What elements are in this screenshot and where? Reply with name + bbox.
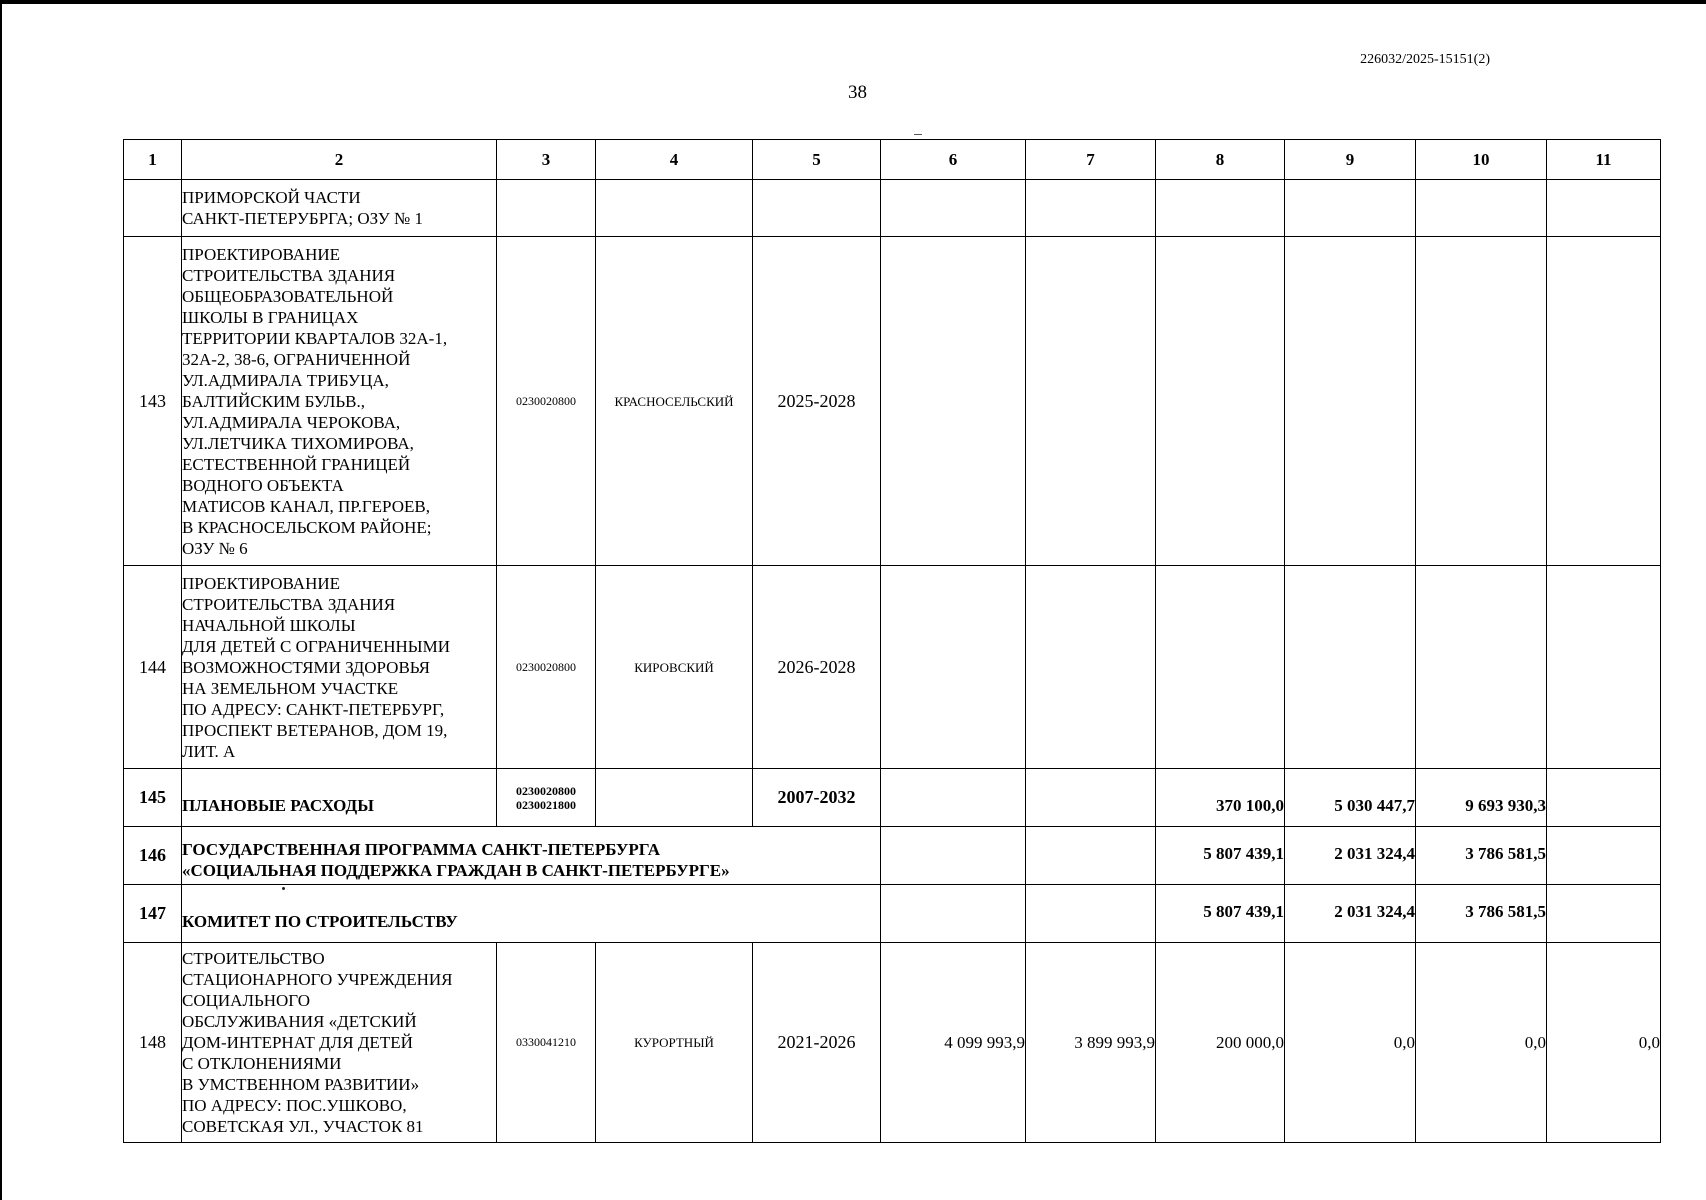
amount-col11 xyxy=(1547,769,1661,827)
row-name-line: В УМСТВЕННОМ РАЗВИТИИ» xyxy=(182,1075,420,1094)
row-name-line: СТРОИТЕЛЬСТВА ЗДАНИЯ xyxy=(182,594,396,614)
row-name-line: ПРОЕКТИРОВАНИЕ xyxy=(182,244,341,264)
row-name-line: «СОЦИАЛЬНАЯ ПОДДЕРЖКА ГРАЖДАН В САНКТ-ПЕТЕРБУРГЕ» xyxy=(182,860,730,880)
row-name-line: ГОСУДАРСТВЕННАЯ ПРОГРАММА САНКТ-ПЕТЕРБУРГА xyxy=(182,839,661,859)
scan-frame-left xyxy=(0,0,2,1200)
column-header: 8 xyxy=(1156,140,1285,180)
amount-col6 xyxy=(881,237,1026,566)
amount-col6 xyxy=(881,180,1026,237)
row-name xyxy=(182,237,497,566)
column-header: 10 xyxy=(1416,140,1547,180)
budget-code-line: 0230020800 xyxy=(516,783,576,798)
page-number: 38 xyxy=(848,82,867,103)
amount-col10: 0,0 xyxy=(1416,943,1547,1143)
row-name-line: ПЛАНОВЫЕ РАСХОДЫ xyxy=(182,796,374,815)
period: 2026-2028 xyxy=(753,566,881,769)
table-row xyxy=(124,827,1661,885)
district xyxy=(596,769,753,827)
amount-col6 xyxy=(881,566,1026,769)
amount-col10 xyxy=(1416,180,1547,237)
row-name-line: УЛ.АДМИРАЛА ЧЕРОКОВА, xyxy=(182,412,401,432)
amount-col9 xyxy=(1285,237,1416,566)
scan-frame-top xyxy=(0,0,1706,4)
amount-col9 xyxy=(1285,180,1416,237)
period: 2007-2032 xyxy=(753,769,881,827)
district xyxy=(596,180,753,237)
row-name-line: СОВЕТСКАЯ УЛ., УЧАСТОК 81 xyxy=(182,1117,424,1136)
row-name-line: КОМИТЕТ ПО СТРОИТЕЛЬСТВУ xyxy=(182,912,458,931)
amount-col6 xyxy=(881,885,1026,943)
row-name-line: ВОДНОГО ОБЪЕКТА xyxy=(182,475,344,495)
amount-col8: 370 100,0 xyxy=(1156,769,1285,827)
amount-col9: 2 031 324,4 xyxy=(1285,885,1416,943)
amount-col8: 200 000,0 xyxy=(1156,943,1285,1143)
column-header: 2 xyxy=(182,140,497,180)
amount-col11 xyxy=(1547,180,1661,237)
row-name xyxy=(182,566,497,769)
table-row xyxy=(124,943,1661,1143)
row-name-line: ДЛЯ ДЕТЕЙ С ОГРАНИЧЕННЫМИ xyxy=(182,636,450,656)
row-name xyxy=(182,769,497,827)
row-name-line: УЛ.ЛЕТЧИКА ТИХОМИРОВА, xyxy=(182,433,414,453)
column-header: 4 xyxy=(596,140,753,180)
district: КУРОРТНЫЙ xyxy=(596,943,753,1143)
period: 2021-2026 xyxy=(753,943,881,1143)
amount-col10: 3 786 581,5 xyxy=(1416,827,1547,885)
column-header: 5 xyxy=(753,140,881,180)
table-row xyxy=(124,180,1661,237)
budget-code: 0230020800 xyxy=(497,566,596,769)
amount-col7 xyxy=(1026,827,1156,885)
district: КИРОВСКИЙ xyxy=(596,566,753,769)
budget-code: 0230020800 xyxy=(497,237,596,566)
budget-code: 0330041210 xyxy=(497,943,596,1143)
amount-col10 xyxy=(1416,566,1547,769)
amount-col9: 2 031 324,4 xyxy=(1285,827,1416,885)
row-name xyxy=(182,180,497,237)
amount-col11 xyxy=(1547,566,1661,769)
row-name-line: СОЦИАЛЬНОГО xyxy=(182,991,310,1010)
amount-col7: 3 899 993,9 xyxy=(1026,943,1156,1143)
row-number: 148 xyxy=(124,943,182,1143)
column-header: 11 xyxy=(1547,140,1661,180)
table-row xyxy=(124,885,1661,943)
row-name-line: НАЧАЛЬНОЙ ШКОЛЫ xyxy=(182,615,356,635)
amount-col10 xyxy=(1416,237,1547,566)
table-row xyxy=(124,237,1661,566)
row-name-line: ОБСЛУЖИВАНИЯ «ДЕТСКИЙ xyxy=(182,1012,417,1031)
amount-col7 xyxy=(1026,566,1156,769)
budget-code xyxy=(497,180,596,237)
column-header: 9 xyxy=(1285,140,1416,180)
budget-code xyxy=(497,769,596,827)
row-name-line: ТЕРРИТОРИИ КВАРТАЛОВ 32А-1, xyxy=(182,328,448,348)
row-name-line: УЛ.АДМИРАЛА ТРИБУЦА, xyxy=(182,370,389,390)
row-name xyxy=(182,827,881,885)
amount-col6: 4 099 993,9 xyxy=(881,943,1026,1143)
district: КРАСНОСЕЛЬСКИЙ xyxy=(596,237,753,566)
row-number: 147 xyxy=(124,885,182,943)
amount-col8 xyxy=(1156,566,1285,769)
amount-col11 xyxy=(1547,885,1661,943)
amount-col10: 9 693 930,3 xyxy=(1416,769,1547,827)
amount-col11 xyxy=(1547,827,1661,885)
row-number: 145 xyxy=(124,769,182,827)
amount-col11: 0,0 xyxy=(1547,943,1661,1143)
period: 2025-2028 xyxy=(753,237,881,566)
row-name-line: БАЛТИЙСКИМ БУЛЬВ., xyxy=(182,391,366,411)
table-row xyxy=(124,566,1661,769)
amount-col7 xyxy=(1026,180,1156,237)
row-name-line: СТРОИТЕЛЬСТВА ЗДАНИЯ xyxy=(182,265,396,285)
period xyxy=(753,180,881,237)
row-name-line: ЕСТЕСТВЕННОЙ ГРАНИЦЕЙ xyxy=(182,454,411,474)
scan-artifact-mark xyxy=(914,134,922,135)
row-name-line: В КРАСНОСЕЛЬСКОМ РАЙОНЕ; xyxy=(182,517,432,537)
row-number: 143 xyxy=(124,237,182,566)
amount-col9 xyxy=(1285,566,1416,769)
row-name-line: 32А-2, 38-6, ОГРАНИЧЕННОЙ xyxy=(182,349,411,369)
column-header: 7 xyxy=(1026,140,1156,180)
amount-col11 xyxy=(1547,237,1661,566)
amount-col8: 5 807 439,1 xyxy=(1156,885,1285,943)
amount-col7 xyxy=(1026,769,1156,827)
amount-col6 xyxy=(881,769,1026,827)
row-number: 144 xyxy=(124,566,182,769)
row-name-line: ВОЗМОЖНОСТЯМИ ЗДОРОВЬЯ xyxy=(182,657,430,677)
row-name-line: НА ЗЕМЕЛЬНОМ УЧАСТКЕ xyxy=(182,678,399,698)
row-name-line: ОБЩЕОБРАЗОВАТЕЛЬНОЙ xyxy=(182,286,394,306)
document-number: 226032/2025-15151(2) xyxy=(1360,52,1490,67)
row-name-line: ПРИМОРСКОЙ ЧАСТИ xyxy=(182,188,361,207)
row-name-line: СТРОИТЕЛЬСТВО xyxy=(182,949,325,968)
row-name-line: ПРОСПЕКТ ВЕТЕРАНОВ, ДОМ 19, xyxy=(182,720,448,740)
amount-col6 xyxy=(881,827,1026,885)
row-name-line: ЛИТ. А xyxy=(182,741,236,761)
amount-col9: 0,0 xyxy=(1285,943,1416,1143)
row-name-line: СТАЦИОНАРНОГО УЧРЕЖДЕНИЯ xyxy=(182,970,453,989)
amount-col8 xyxy=(1156,180,1285,237)
amount-col10: 3 786 581,5 xyxy=(1416,885,1547,943)
table-row xyxy=(124,769,1661,827)
row-name-line: ПО АДРЕСУ: ПОС.УШКОВО, xyxy=(182,1096,407,1115)
row-number xyxy=(124,180,182,237)
amount-col8 xyxy=(1156,237,1285,566)
row-name-line: САНКТ-ПЕТЕРУБРГА; ОЗУ № 1 xyxy=(182,209,423,228)
row-name xyxy=(182,943,497,1143)
column-header: 1 xyxy=(124,140,182,180)
row-name-line: ПРОЕКТИРОВАНИЕ xyxy=(182,573,341,593)
row-number: 146 xyxy=(124,827,182,885)
amount-col7 xyxy=(1026,237,1156,566)
budget-code-line: 0230021800 xyxy=(516,797,576,812)
column-header: 3 xyxy=(497,140,596,180)
budget-table xyxy=(123,139,1661,1143)
row-name-line: МАТИСОВ КАНАЛ, ПР.ГЕРОЕВ, xyxy=(182,496,430,516)
row-name-line: ПО АДРЕСУ: САНКТ-ПЕТЕРБУРГ, xyxy=(182,699,445,719)
row-name xyxy=(182,885,881,943)
column-header: 6 xyxy=(881,140,1026,180)
row-name-line: ОЗУ № 6 xyxy=(182,538,248,558)
amount-col7 xyxy=(1026,885,1156,943)
row-name-line: ШКОЛЫ В ГРАНИЦАХ xyxy=(182,307,359,327)
row-name-line: ДОМ-ИНТЕРНАТ ДЛЯ ДЕТЕЙ xyxy=(182,1033,413,1052)
amount-col8: 5 807 439,1 xyxy=(1156,827,1285,885)
amount-col9: 5 030 447,7 xyxy=(1285,769,1416,827)
row-name-line: С ОТКЛОНЕНИЯМИ xyxy=(182,1054,342,1073)
table-header-row xyxy=(124,140,1661,180)
